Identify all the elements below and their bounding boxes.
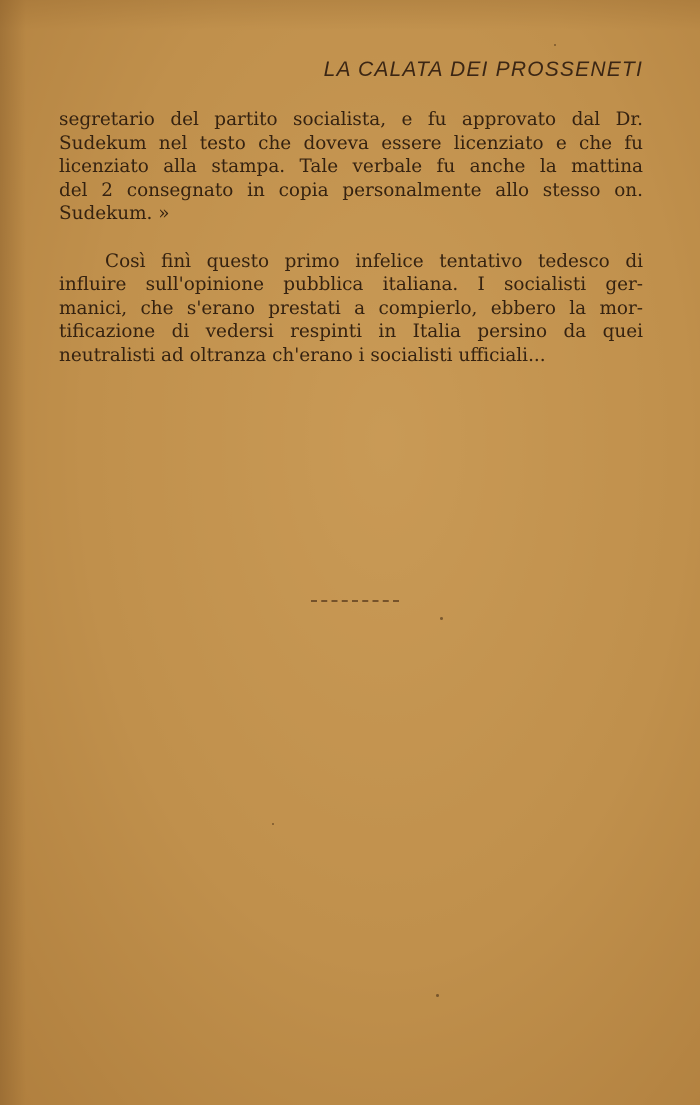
paper-speck (440, 617, 443, 620)
page-top-shadow (0, 0, 700, 30)
text-line: Così finì questo primo infelice tentativo tedesco di (105, 250, 643, 272)
running-head-title: LA CALATA DEI PROSSENETI (323, 58, 643, 81)
text-line: segretario del partito socialista, e fu approvato dal Dr. (59, 109, 643, 130)
text-line: manici, che s'erano prestati a compierlo, ebbero la mor- (59, 297, 643, 319)
section-end-rule (311, 600, 399, 604)
text-line: tificazione di vedersi respinti in Italia persino da quei (59, 321, 643, 342)
paragraph-1 (59, 108, 643, 226)
page-edge-shadow (0, 0, 26, 1105)
text-line: Sudekum. » (59, 203, 170, 224)
paper-speck (554, 44, 556, 46)
text-line: influire sull'opinione pubblica italiana. I socialisti ger- (59, 274, 643, 295)
paper-speck (272, 823, 274, 825)
text-line: Sudekum nel testo che doveva essere licenziato e che fu (59, 132, 643, 154)
text-line: del 2 consegnato in copia personalmente allo stesso on. (59, 179, 643, 201)
paragraph-2 (59, 250, 643, 368)
text-line: neutralisti ad oltranza ch'erano i socialisti ufficiali... (59, 344, 546, 366)
paper-speck (436, 994, 439, 997)
body-text (59, 108, 643, 367)
text-line: licenziato alla stampa. Tale verbale fu anche la mattina (59, 156, 643, 177)
